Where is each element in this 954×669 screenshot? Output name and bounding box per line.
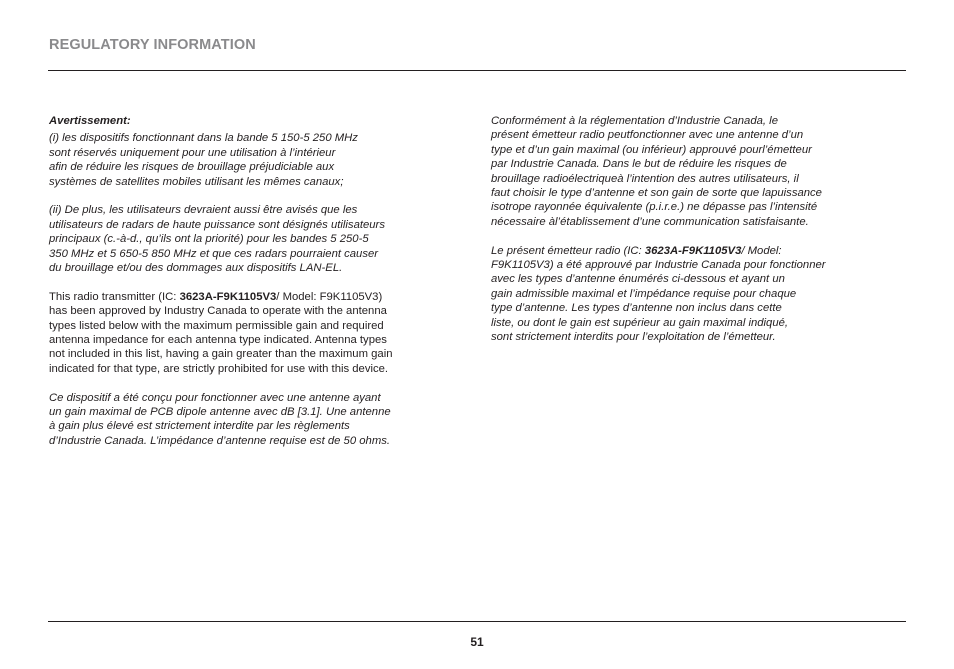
text-line: has been approved by Industry Canada to operate with the antenna — [49, 305, 387, 318]
paragraph-radar-users — [49, 203, 457, 275]
text-line: 350 MHz et 5 650-5 850 MHz et que ces radars pourraient causer — [49, 247, 379, 260]
bottom-divider — [48, 621, 906, 622]
paragraph-conformity — [491, 114, 887, 229]
text-fragment: / Model: F9K1105V3) — [276, 290, 383, 303]
text-line: par Industrie Canada. Dans le but de réduire les risques de — [491, 158, 787, 171]
paragraph-industry-canada-approval — [49, 290, 457, 376]
text-line: type et d’un gain maximal (ou inférieur) approuvé pourl’émetteur — [491, 143, 812, 156]
text-line: antenna impedance for each antenna type indicated. Antenna types — [49, 334, 387, 347]
text-line: du brouillage et/ou des dommages aux dispositifs LAN-EL. — [49, 262, 343, 275]
text-line: systèmes de satellites mobiles utilisant les mêmes canaux; — [49, 175, 344, 188]
top-divider — [48, 70, 906, 71]
page-number: 51 — [470, 635, 484, 649]
text-line: F9K1105V3) a été approuvé par Industrie Canada pour fonctionner — [491, 259, 826, 272]
text-line: un gain maximal de PCB dipole antenne avec dB [3.1]. Une antenne — [49, 406, 391, 419]
text-line — [491, 244, 887, 258]
text-line: avec les types d’antenne énumérés ci-dessous et ayant un — [491, 273, 785, 286]
text-line: not included in this list, having a gain greater than the maximum gain — [49, 348, 393, 361]
text-fragment: This radio transmitter (IC: — [49, 290, 180, 303]
warning-heading: Avertissement: — [49, 115, 131, 127]
text-line: indicated for that type, are strictly prohibited for use with this device. — [49, 362, 389, 375]
text-fragment: Le présent émetteur radio (IC: — [491, 244, 645, 257]
left-column — [49, 114, 457, 463]
text-line: types listed below with the maximum permissible gain and required — [49, 319, 384, 332]
text-line: à gain plus élevé est strictement interdite par les règlements — [49, 420, 350, 433]
text-fragment: / Model: — [741, 244, 782, 257]
text-line: liste, ou dont le gain est supérieur au gain maximal indiqué, — [491, 316, 789, 329]
text-line: sont strictement interdits pour l’exploitation de l’émetteur. — [491, 331, 776, 344]
text-line: afin de réduire les risques de brouillage préjudiciable aux — [49, 161, 335, 174]
text-line: type d’antenne. Les types d’antenne non inclus dans cette — [491, 302, 782, 315]
text-line: faut choisir le type d’antenne et son gain de sorte que lapuissance — [491, 187, 822, 200]
text-line: utilisateurs de radars de haute puissance sont désignés utilisateurs — [49, 218, 385, 231]
text-line: présent émetteur radio peutfonctionner avec une antenne d’un — [491, 129, 804, 142]
text-line: (ii) De plus, les utilisateurs devraient aussi être avisés que les — [49, 204, 358, 217]
ic-code: 3623A-F9K1105V3 — [179, 290, 277, 303]
text-line: Conformément à la réglementation d’Industrie Canada, le — [491, 115, 778, 127]
text-line: brouillage radioélectriqueà l’intention des autres utilisateurs, il — [491, 172, 799, 185]
text-line: isotrope rayonnée équivalente (p.i.r.e.) ne dépasse pas l’intensité — [491, 201, 818, 214]
right-column — [491, 114, 887, 359]
text-line: gain admissible maximal et l’impédance requise pour chaque — [491, 287, 797, 300]
paragraph-5ghz-indoor — [49, 131, 457, 189]
text-line: (i) les dispositifs fonctionnant dans la bande 5 150-5 250 MHz — [49, 132, 358, 145]
text-line — [49, 290, 457, 304]
text-line: nécessaire àl’établissement d’une communication satisfaisante. — [491, 215, 809, 228]
text-line: d’Industrie Canada. L’impédance d’antenne requise est de 50 ohms. — [49, 434, 391, 447]
ic-code: 3623A-F9K1105V3 — [644, 244, 742, 257]
text-line: principaux (c.-à-d., qu’ils ont la priorité) pour les bandes 5 250-5 — [49, 233, 369, 246]
paragraph-antenna-gain — [49, 391, 457, 449]
section-title: REGULATORY INFORMATION — [49, 37, 256, 53]
paragraph-transmitter-approval-fr — [491, 244, 887, 345]
text-line: Ce dispositif a été conçu pour fonctionner avec une antenne ayant — [49, 391, 381, 404]
text-line: sont réservés uniquement pour une utilisation à l’intérieur — [49, 146, 336, 159]
